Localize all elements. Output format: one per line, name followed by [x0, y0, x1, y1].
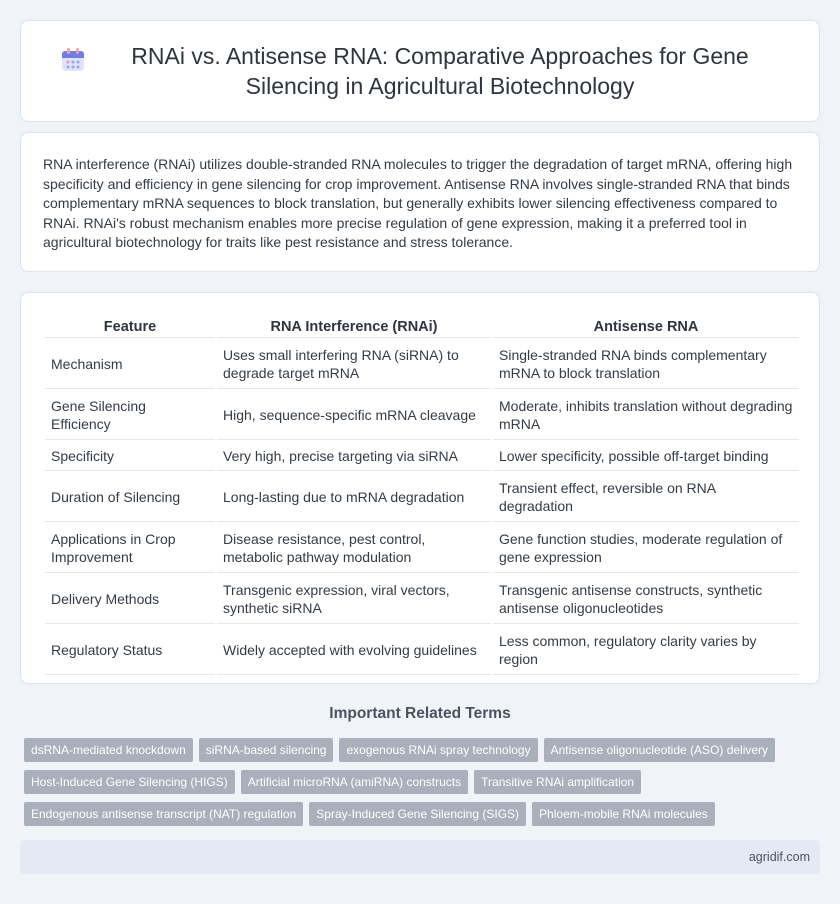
row-antisense-value: Less common, regulatory clarity varies by region [493, 626, 799, 675]
row-feature: Applications in Crop Improvement [45, 524, 215, 573]
table-row [45, 524, 799, 573]
row-feature: Gene Silencing Efficiency [45, 391, 215, 440]
related-term-tag[interactable]: siRNA-based silencing [199, 738, 334, 762]
related-terms-tags [24, 738, 820, 826]
row-antisense-value: Single-stranded RNA binds complementary mRNA to block translation [493, 340, 799, 389]
calendar-icon [60, 47, 86, 73]
page-title: RNAi vs. Antisense RNA: Comparative Approaches for Gene Silencing in Agricultural Biotechnology [131, 43, 749, 99]
row-rnai-value: Disease resistance, pest control, metabolic pathway modulation [217, 524, 491, 573]
table-row [45, 340, 799, 389]
table-row [45, 473, 799, 522]
table-row [45, 391, 799, 440]
row-feature: Regulatory Status [45, 626, 215, 675]
row-feature: Delivery Methods [45, 575, 215, 624]
column-header-feature: Feature [45, 315, 215, 338]
row-feature: Mechanism [45, 340, 215, 389]
row-antisense-value: Transgenic antisense constructs, synthetic antisense oligonucleotides [493, 575, 799, 624]
related-term-tag[interactable]: Artificial microRNA (amiRNA) constructs [241, 770, 468, 794]
summary-text: RNA interference (RNAi) utilizes double-stranded RNA molecules to trigger the degradation of target mRNA, offering high specificity and efficiency in gene silencing for crop improvement. Antisense RNA involves single-stranded RNA that binds complementary mRNA sequences to block translation, but generally exhibits lower silencing effectiveness compared to RNAi. RNAi's robust mechanism enables more precise regulation of gene expression, making it a preferred tool in agricultural biotechnology for traits like pest resistance and stress tolerance. [43, 156, 793, 251]
row-rnai-value: Uses small interfering RNA (siRNA) to degrade target mRNA [217, 340, 491, 389]
related-term-tag[interactable]: Host-Induced Gene Silencing (HIGS) [24, 770, 235, 794]
column-header-rnai: RNA Interference (RNAi) [217, 315, 491, 338]
related-term-tag[interactable]: Phloem-mobile RNAi molecules [532, 802, 715, 826]
related-term-tag[interactable]: Antisense oligonucleotide (ASO) delivery [544, 738, 775, 762]
column-header-antisense: Antisense RNA [493, 315, 799, 338]
summary-card [20, 132, 820, 272]
related-terms-title: Important Related Terms [329, 705, 511, 722]
row-antisense-value: Lower specificity, possible off-target binding [493, 442, 799, 471]
table-row [45, 626, 799, 675]
row-rnai-value: High, sequence-specific mRNA cleavage [217, 391, 491, 440]
footer-site-link[interactable]: agridif.com [748, 850, 810, 864]
row-antisense-value: Transient effect, reversible on RNA degradation [493, 473, 799, 522]
comparison-table [43, 313, 801, 677]
table-row [45, 575, 799, 624]
title-wrap [60, 41, 780, 101]
row-rnai-value: Long-lasting due to mRNA degradation [217, 473, 491, 522]
row-feature: Duration of Silencing [45, 473, 215, 522]
row-rnai-value: Transgenic expression, viral vectors, synthetic siRNA [217, 575, 491, 624]
table-row [45, 442, 799, 471]
related-term-tag[interactable]: Endogenous antisense transcript (NAT) regulation [24, 802, 303, 826]
row-rnai-value: Very high, precise targeting via siRNA [217, 442, 491, 471]
row-feature: Specificity [45, 442, 215, 471]
related-term-tag[interactable]: dsRNA-mediated knockdown [24, 738, 193, 762]
footer [20, 840, 820, 874]
comparison-table-card [20, 292, 820, 684]
title-card [20, 20, 820, 122]
related-term-tag[interactable]: Transitive RNAi amplification [474, 770, 641, 794]
row-antisense-value: Moderate, inhibits translation without degrading mRNA [493, 391, 799, 440]
related-term-tag[interactable]: Spray-Induced Gene Silencing (SIGS) [309, 802, 526, 826]
row-antisense-value: Gene function studies, moderate regulation of gene expression [493, 524, 799, 573]
related-term-tag[interactable]: exogenous RNAi spray technology [339, 738, 537, 762]
table-header-row [45, 315, 799, 338]
row-rnai-value: Widely accepted with evolving guidelines [217, 626, 491, 675]
